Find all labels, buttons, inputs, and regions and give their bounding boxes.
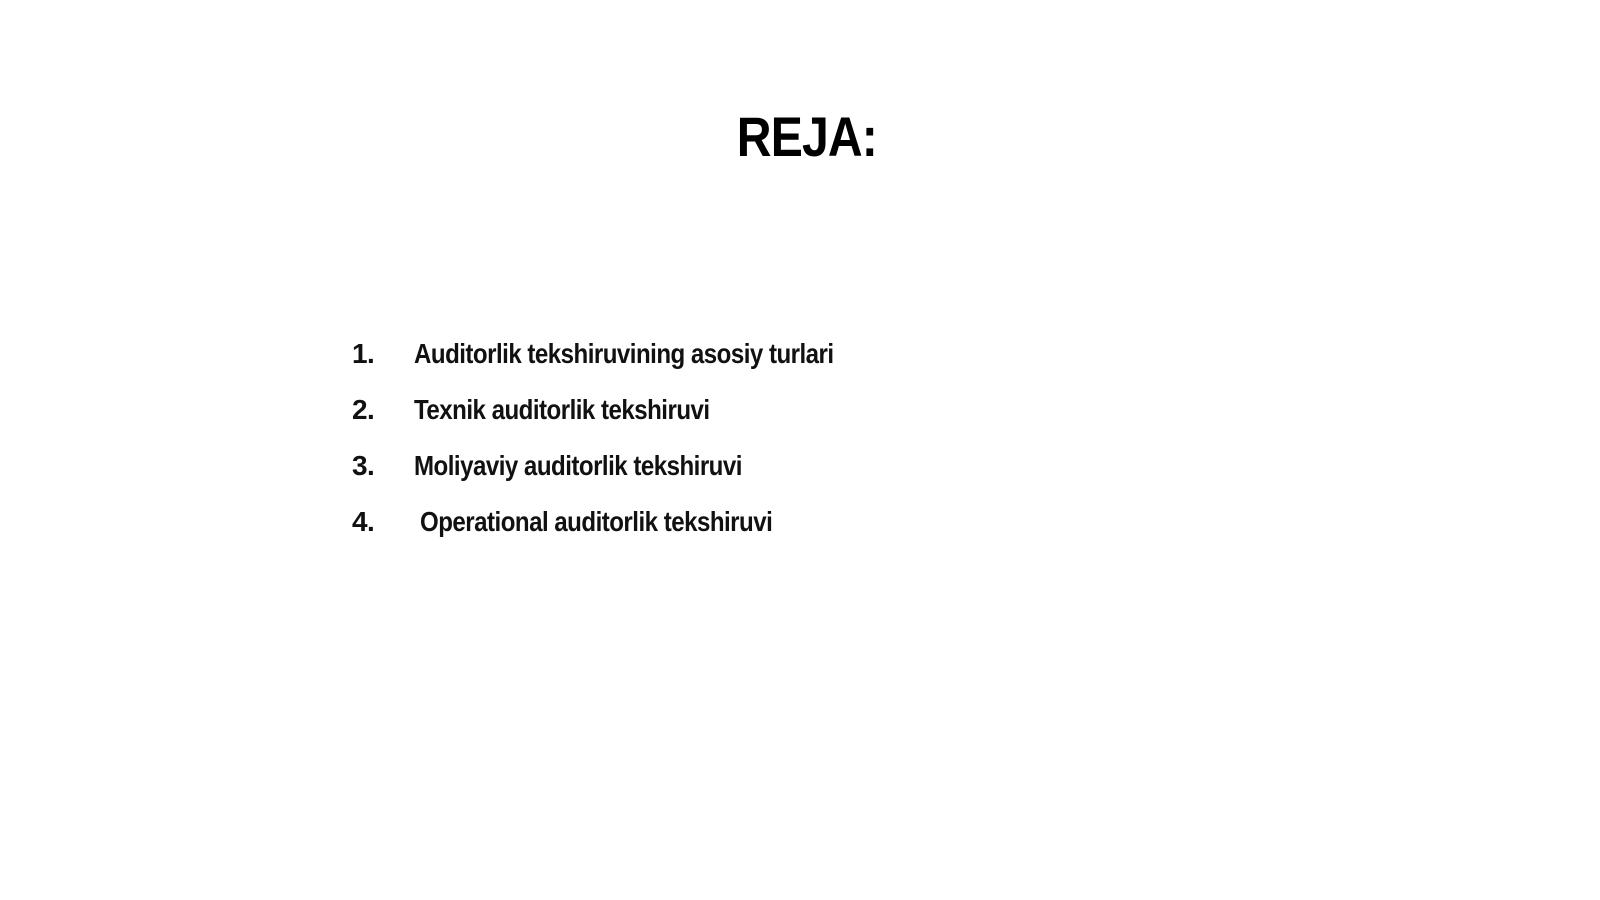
- list-item-text: Operational auditorlik tekshiruvi: [420, 506, 773, 537]
- plan-list: [352, 326, 902, 550]
- list-item: [352, 382, 902, 438]
- list-item: [352, 326, 902, 382]
- list-item-text: Moliyaviy auditorlik tekshiruvi: [414, 450, 742, 481]
- list-item-number: 2.: [352, 394, 375, 425]
- list-item: [352, 494, 902, 550]
- list-item-text: Auditorlik tekshiruvining asosiy turlari: [414, 338, 834, 369]
- list-item: [352, 438, 902, 494]
- list-item-number: 1.: [352, 338, 375, 369]
- list-item-number: 4.: [352, 506, 375, 537]
- list-item-text: Texnik auditorlik tekshiruvi: [414, 394, 710, 425]
- list-item-number: 3.: [352, 450, 375, 481]
- slide-title: REJA:: [736, 105, 877, 168]
